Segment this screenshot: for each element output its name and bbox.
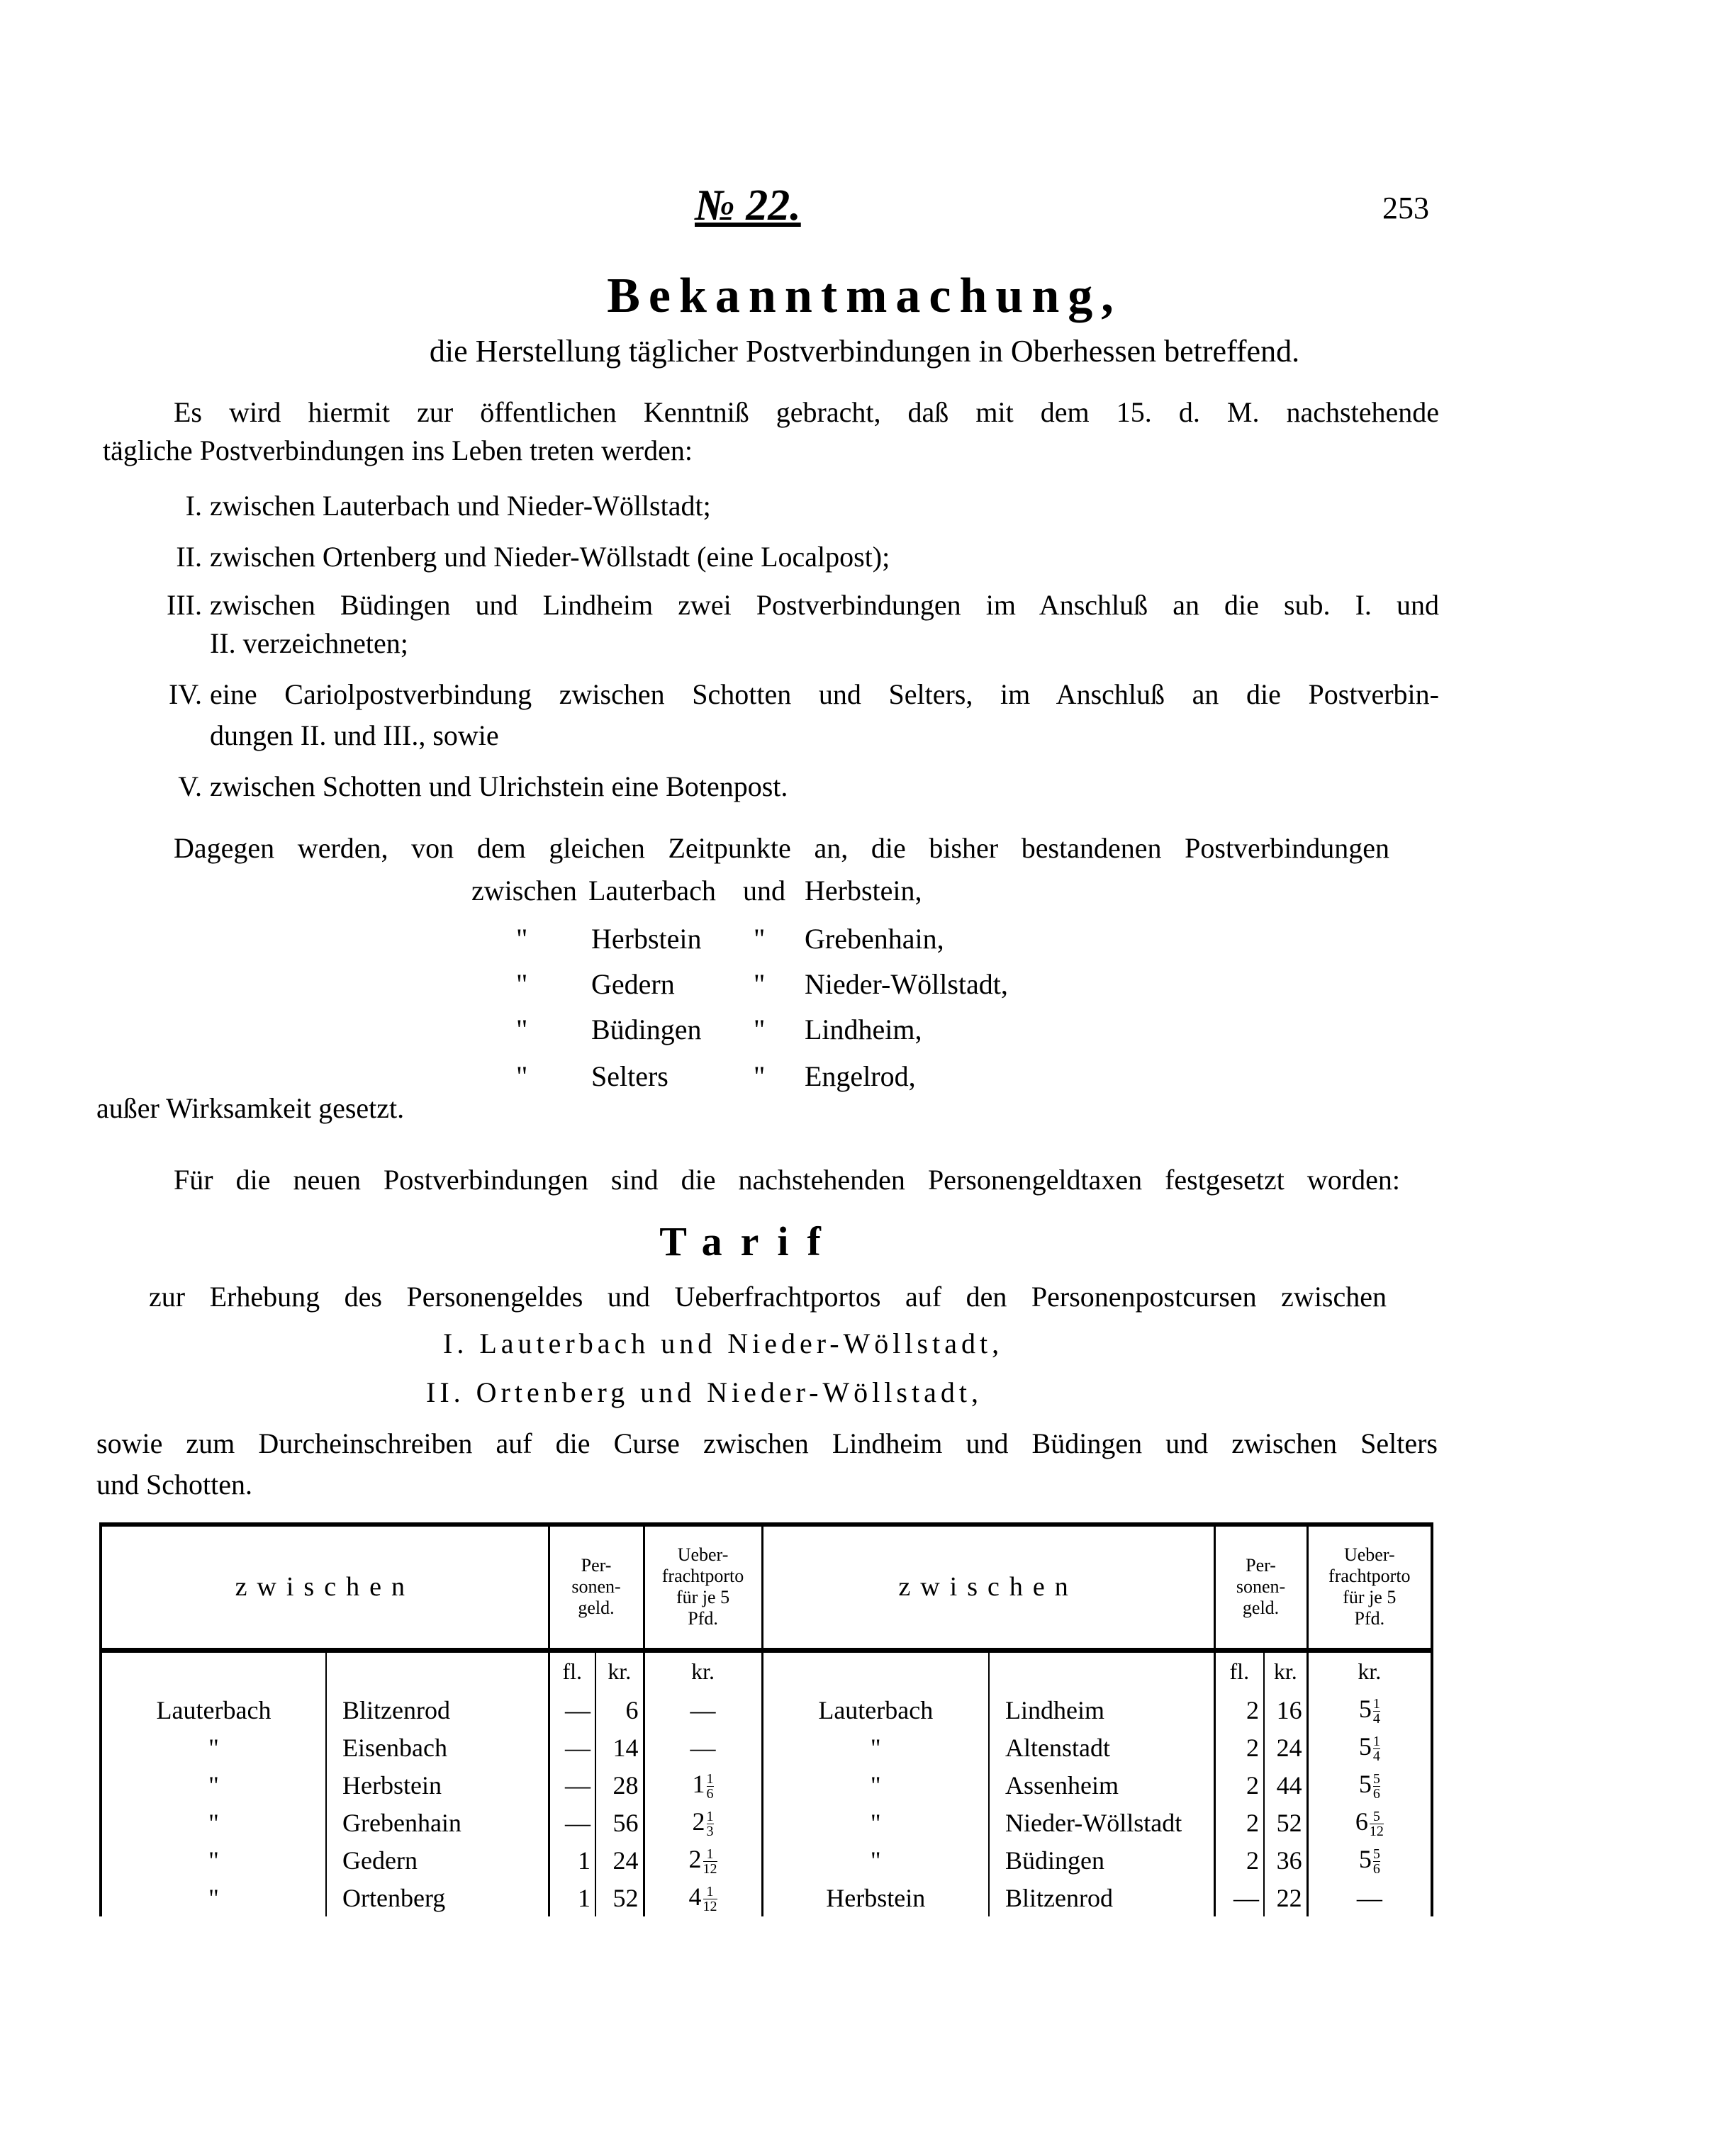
from-place: " [101,1766,326,1804]
header-zwischen-left: zwischen [101,1525,549,1650]
fee-whole: — [1356,1883,1382,1912]
fare-kr: 52 [595,1879,644,1916]
fraction-numerator: 1 [1372,1734,1380,1750]
to-place: Nieder-Wöllstadt [989,1804,1214,1841]
list-number: II. [176,541,202,573]
to-place: Blitzenrod [326,1691,549,1729]
fee-fraction [1373,1734,1380,1763]
document-subtitle: die Herstellung täglicher Postverbindungen in Oberhessen betreffend. [429,334,1300,369]
fare-fl: 1 [549,1841,595,1879]
fare-fl: — [549,1729,595,1766]
unit-fl: fl. [1214,1650,1264,1691]
tarif-route-2: II. Ortenberg und Nieder-Wöllstadt, [426,1376,983,1408]
intro-line-2: tägliche Postverbindungen ins Leben treten werden: [103,434,693,466]
fraction-denominator: 6 [706,1786,714,1802]
unit-kr: kr. [644,1650,762,1691]
from-place: Lauterbach [762,1691,989,1729]
ditto-mark: " [754,923,766,955]
closed-from: Lauterbach [588,875,716,906]
unit-kr: kr. [1307,1650,1432,1691]
tarif-title: Tarif [659,1218,839,1264]
from-place: " [762,1729,989,1766]
intro-line-1: Es wird hiermit zur öffentlichen Kenntniß gebracht, daß mit dem 15. d. M. nachstehende [174,396,1439,428]
from-place: " [101,1841,326,1879]
fraction-denominator: 12 [703,1899,717,1915]
closed-to: Nieder-Wöllstadt, [805,968,1008,1000]
fee-whole: — [690,1695,716,1724]
table-row [101,1841,1432,1879]
from-place: " [762,1804,989,1841]
list-item-3 [96,588,1439,661]
fare-kr: 36 [1264,1841,1307,1879]
tarif-line-3: und Schotten. [96,1469,252,1500]
fee-whole: — [690,1733,716,1762]
dagegen-paragraph: Dagegen werden, von dem gleichen Zeitpunkte an, die bisher bestandenen Postverbindungen [174,832,1389,864]
fee-whole: 6 [1355,1807,1368,1836]
page-number: 253 [1382,191,1429,225]
closed-to: Lindheim, [805,1014,922,1045]
closed-to: Engelrod, [805,1060,916,1092]
list-text: eine Cariolpostverbindung zwischen Schotten und Selters, im Anschluß an die Postverbin- [210,678,1439,710]
ditto-mark: " [516,968,528,1000]
to-place: Herbstein [326,1766,549,1804]
to-place: Grebenhain [326,1804,549,1841]
units-row [101,1650,1432,1691]
fraction-denominator: 6 [1372,1786,1380,1802]
fare-fl: — [549,1691,595,1729]
fee-fraction [707,1809,714,1838]
from-place: " [101,1804,326,1841]
overweight-fee [644,1841,762,1879]
tarif-line-1: zur Erhebung des Personengeldes und Ueberfrachtportos auf den Personenpostcursen zwischen [149,1281,1387,1313]
fraction-numerator: 1 [1372,1696,1380,1712]
ditto-mark: " [754,1014,766,1045]
from-place: Herbstein [762,1879,989,1916]
fee-whole: 5 [1358,1844,1372,1873]
fee-whole: 5 [1358,1731,1372,1761]
fraction-denominator: 4 [1372,1748,1380,1765]
from-place: " [101,1729,326,1766]
header-personengeld-right: Per- sonen- geld. [1214,1525,1307,1650]
from-place: " [101,1879,326,1916]
table-row [101,1691,1432,1729]
fee-whole: 2 [692,1807,705,1836]
list-number: V. [178,770,202,802]
fraction-numerator: 1 [703,1885,717,1899]
list-text: zwischen Lauterbach und Nieder-Wöllstadt; [210,490,711,522]
fare-fl: — [1214,1879,1264,1916]
tarif-line-2: sowie zum Durcheinschreiben auf die Curse zwischen Lindheim und Büdingen und zwischen Selters [96,1427,1438,1459]
overweight-fee [1307,1879,1432,1916]
fare-fl: 2 [1214,1729,1264,1766]
overweight-fee [1307,1729,1432,1766]
fee-whole: 2 [688,1844,702,1873]
table-row [101,1729,1432,1766]
ditto-mark: " [754,968,766,1000]
table-header-row [101,1525,1432,1650]
header-ueberfracht-left: Ueber- frachtporto für je 5 Pfd. [644,1525,762,1650]
ditto-mark: " [754,1060,766,1092]
fraction-denominator: 12 [703,1861,717,1877]
unit-kr: kr. [595,1650,644,1691]
fee-whole: 1 [692,1769,705,1798]
fraction-numerator: 5 [1372,1846,1380,1863]
fare-fl: 2 [1214,1841,1264,1879]
overweight-fee [644,1766,762,1804]
fraction-numerator: 5 [1372,1771,1380,1787]
to-place: Gedern [326,1841,549,1879]
ditto-mark: " [516,923,528,955]
overweight-fee [644,1729,762,1766]
fraction-denominator: 3 [706,1824,714,1840]
list-number: III. [167,589,202,621]
document-title: Bekanntmachung, [607,269,1122,323]
tariff-table [99,1522,1433,1916]
fare-fl: — [549,1804,595,1841]
fraction-numerator: 1 [706,1809,714,1825]
to-place: Büdingen [989,1841,1214,1879]
fare-kr: 56 [595,1804,644,1841]
list-item-2 [96,540,1439,574]
fare-kr: 44 [1264,1766,1307,1804]
fee-fraction [1373,1697,1380,1726]
fare-fl: 2 [1214,1691,1264,1729]
ditto-mark: " [516,1060,528,1092]
fee-whole: 5 [1358,1769,1372,1798]
unit-fl: fl. [549,1650,595,1691]
overweight-fee [1307,1691,1432,1729]
fraction-numerator: 1 [703,1847,717,1862]
header-zwischen-right: zwischen [762,1525,1214,1650]
closed-to: Herbstein, [805,875,922,906]
from-place: " [762,1766,989,1804]
list-item-4 [96,678,1439,753]
fee-fraction [1370,1809,1384,1838]
overweight-fee [644,1804,762,1841]
overweight-fee [1307,1766,1432,1804]
to-place: Ortenberg [326,1879,549,1916]
fare-kr: 16 [1264,1691,1307,1729]
closed-from: Büdingen [591,1014,702,1045]
fraction-denominator: 6 [1372,1861,1380,1877]
list-item-5 [96,770,1439,804]
list-number: I. [185,490,202,522]
header-ueberfracht-right: Ueber- frachtporto für je 5 Pfd. [1307,1525,1432,1650]
fraction-denominator: 4 [1372,1711,1380,1727]
ditto-mark: " [516,1014,528,1045]
list-text: dungen II. und III., sowie [210,719,499,751]
fuer-paragraph: Für die neuen Postverbindungen sind die nachstehenden Personengeldtaxen festgesetzt worden: [174,1164,1400,1196]
table-row [101,1879,1432,1916]
fraction-denominator: 12 [1369,1824,1384,1840]
fee-whole: 5 [1358,1694,1372,1723]
list-text: zwischen Schotten und Ulrichstein eine Botenpost. [210,770,788,802]
fare-fl: 2 [1214,1766,1264,1804]
closed-label: zwischen [471,875,577,906]
fare-kr: 14 [595,1729,644,1766]
overweight-fee [1307,1804,1432,1841]
to-place: Altenstadt [989,1729,1214,1766]
issue-number [695,181,801,231]
issue-number-text: № 22. [695,181,801,230]
list-text: zwischen Ortenberg und Nieder-Wöllstadt (eine Localpost); [210,541,890,573]
fee-fraction [703,1885,717,1914]
fraction-numerator: 5 [1370,1809,1384,1824]
table-row [101,1804,1432,1841]
from-place: " [762,1841,989,1879]
fare-kr: 28 [595,1766,644,1804]
to-place: Lindheim [989,1691,1214,1729]
list-number: IV. [168,678,202,710]
fare-kr: 52 [1264,1804,1307,1841]
closed-to: Grebenhain, [805,923,944,955]
fare-fl: — [549,1766,595,1804]
ausser-line: außer Wirksamkeit gesetzt. [96,1092,405,1124]
overweight-fee [1307,1841,1432,1879]
fare-kr: 6 [595,1691,644,1729]
fare-kr: 24 [1264,1729,1307,1766]
fee-fraction [703,1847,717,1876]
to-place: Eisenbach [326,1729,549,1766]
overweight-fee [644,1691,762,1729]
list-text: II. verzeichneten; [210,627,408,659]
to-place: Assenheim [989,1766,1214,1804]
fee-fraction [1373,1847,1380,1876]
overweight-fee [644,1879,762,1916]
fraction-numerator: 1 [706,1771,714,1787]
fare-kr: 24 [595,1841,644,1879]
fare-kr: 22 [1264,1879,1307,1916]
closed-from: Herbstein [591,923,702,955]
header-personengeld-left: Per- sonen- geld. [549,1525,644,1650]
ditto-mark: und [743,875,785,906]
fee-fraction [707,1772,714,1801]
fee-fraction [1373,1772,1380,1801]
to-place: Blitzenrod [989,1879,1214,1916]
list-text: zwischen Büdingen und Lindheim zwei Postverbindungen im Anschluß an die sub. I. und [210,589,1439,621]
tarif-route-1: I. Lauterbach und Nieder-Wöllstadt, [443,1327,1004,1359]
unit-kr: kr. [1264,1650,1307,1691]
fee-whole: 4 [688,1882,702,1911]
from-place: Lauterbach [101,1691,326,1729]
fare-fl: 1 [549,1879,595,1916]
table-row [101,1766,1432,1804]
list-item-1 [96,489,1439,523]
closed-from: Gedern [591,968,675,1000]
closed-from: Selters [591,1060,668,1092]
fare-fl: 2 [1214,1804,1264,1841]
